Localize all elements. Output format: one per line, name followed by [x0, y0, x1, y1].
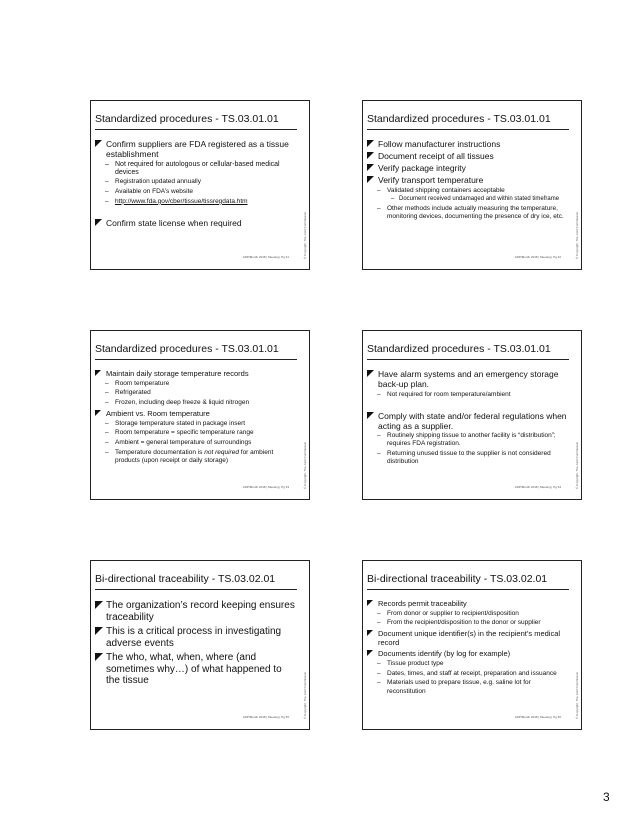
title-divider [95, 359, 297, 360]
copyright-text: © Copyright, The Joint Commission [575, 441, 579, 489]
slide-footer: ADP/Month 2018 | Meeting | Pg 36 [514, 715, 561, 719]
copyright-text: © Copyright, The Joint Commission [303, 441, 307, 489]
sub-bullet-item [367, 391, 567, 399]
triangle-bullet-icon [95, 653, 103, 661]
slide-body [95, 367, 295, 465]
triangle-bullet-icon [367, 152, 374, 159]
url-link[interactable]: http://www.fda.gov/cber/tissue/tissregdata.htm [115, 197, 248, 205]
dash-bullet-icon: – [105, 160, 109, 168]
title-divider [95, 129, 297, 130]
dash-bullet-icon: – [105, 178, 109, 186]
bullet-text: Follow manufacturer instructions [378, 139, 501, 149]
dash-bullet-icon: – [391, 195, 395, 202]
bullet-item [367, 163, 567, 173]
dash-bullet-icon: – [105, 188, 109, 196]
slide-title: Standardized procedures - TS.03.01.01 [95, 113, 279, 125]
sub-bullet-item [95, 389, 295, 397]
slide-5 [90, 560, 310, 730]
slide-footer: ADP/Month 2018 | Meeting | Pg 32 [514, 255, 561, 259]
sub-bullet-item [95, 429, 295, 437]
dash-bullet-icon: – [105, 419, 109, 427]
bullet-text: Dates, times, and staff at receipt, preparation and issuance [387, 669, 557, 677]
dash-bullet-icon: – [377, 390, 381, 398]
slide-body [367, 137, 567, 221]
bullet-text: Not required for autologous or cellular-based medical devices [115, 160, 280, 176]
triangle-bullet-icon [95, 410, 101, 416]
slide-title: Standardized procedures - TS.03.01.01 [95, 343, 279, 355]
dash-bullet-icon: – [105, 429, 109, 437]
bullet-text: Registration updated annually [115, 178, 202, 186]
bullet-text: Records permit traceability [378, 599, 467, 608]
bullet-text: Room temperature [115, 379, 170, 387]
slide-body [367, 597, 567, 696]
title-divider [95, 589, 297, 590]
sub-bullet-item [95, 178, 295, 186]
sub-bullet-item [95, 399, 295, 407]
dash-bullet-icon: – [377, 186, 381, 194]
triangle-bullet-icon [367, 140, 374, 147]
sub-bullet-item [95, 198, 295, 206]
bullet-text: Ambient = general temperature of surroundings [115, 439, 252, 447]
sub-bullet-item [367, 610, 567, 618]
bullet-text: From the recipient/disposition to the donor or supplier [387, 619, 541, 627]
dash-bullet-icon: – [377, 669, 381, 677]
triangle-bullet-icon [367, 650, 373, 656]
bullet-text: Ambient vs. Room temperature [106, 409, 210, 419]
slide-6 [362, 560, 582, 730]
dash-bullet-icon: – [105, 197, 109, 205]
bullet-text: Routinely shipping tissue to another facility is “distribution”; requires FDA registration. [387, 432, 556, 448]
bullet-text: Document receipt of all tissues [378, 151, 494, 161]
bullet-item [367, 599, 567, 608]
bullet-text: Not required for room temperature/ambient [387, 390, 511, 398]
copyright-notice [575, 429, 579, 489]
sub-sub-bullet-item [367, 196, 567, 204]
page-number: 3 [603, 790, 610, 804]
copyright-notice [303, 429, 307, 489]
triangle-bullet-icon [95, 627, 103, 635]
bullet-item [367, 175, 567, 185]
slide-1 [90, 100, 310, 270]
sub-bullet-item [367, 660, 567, 668]
sub-bullet-item [95, 439, 295, 447]
triangle-bullet-icon [367, 412, 374, 419]
dash-bullet-icon: – [105, 389, 109, 397]
slide-4 [362, 330, 582, 500]
slide-title: Bi-directional traceability - TS.03.02.01 [367, 573, 548, 585]
triangle-bullet-icon [95, 219, 102, 226]
bullet-item [95, 600, 295, 623]
bullet-text: Comply with state and/or federal regulations when acting as a supplier. [378, 410, 567, 431]
bullet-text: Other methods include actually measuring the temperature, monitoring devices, documenting the presence of dry ice, etc. [387, 204, 564, 220]
dash-bullet-icon: – [377, 204, 381, 212]
bullet-item [367, 139, 567, 149]
triangle-bullet-icon [367, 600, 373, 606]
bullet-text: This is a critical process in investigating adverse events [106, 626, 282, 649]
sub-bullet-item [367, 205, 567, 221]
bullet-text: Materials used to prepare tissue, e.g. saline lot for reconstitution [387, 679, 531, 695]
triangle-bullet-icon [367, 164, 374, 171]
bullet-item [367, 151, 567, 161]
bullet-item [95, 409, 295, 418]
sub-bullet-item [367, 450, 567, 466]
sub-bullet-item [95, 188, 295, 196]
bullet-text: Tissue product type [387, 659, 444, 667]
bullet-text: From donor or supplier to recipient/disposition [387, 609, 519, 617]
bullet-text: Frozen, including deep freeze & liquid nitrogen [115, 398, 250, 406]
sub-bullet-item [367, 619, 567, 627]
bullet-text: Available on FDA’s website [115, 188, 194, 196]
bullet-text: The who, what, when, where (and sometimes why…) of what happened to the tissue [106, 652, 282, 686]
triangle-bullet-icon [95, 140, 102, 147]
sub-bullet-item [367, 187, 567, 195]
bullet-item [367, 411, 567, 431]
copyright-text: © Copyright, The Joint Commission [575, 671, 579, 719]
copyright-text: © Copyright, The Joint Commission [303, 211, 307, 259]
bullet-text: Documents identify (by log for example) [378, 649, 511, 659]
bullet-text: Temperature documentation is not required for ambient products (upon receipt or daily storage) [115, 448, 274, 464]
slide-title: Standardized procedures - TS.03.01.01 [367, 113, 551, 125]
bullet-text: The organization’s record keeping ensures traceability [106, 600, 295, 623]
triangle-bullet-icon [367, 370, 374, 377]
dash-bullet-icon: – [377, 432, 381, 440]
sub-bullet-item [95, 420, 295, 428]
slide-footer: ADP/Month 2018 | Meeting | Pg 31 [242, 255, 289, 259]
sub-bullet-item [367, 679, 567, 695]
sub-bullet-item [367, 432, 567, 448]
dash-bullet-icon: – [105, 439, 109, 447]
sub-bullet-item [95, 161, 295, 177]
slide-2 [362, 100, 582, 270]
copyright-notice [303, 659, 307, 719]
bullet-text: Document unique identifier(s) in the recipient’s medical record [378, 629, 561, 648]
sub-bullet-item [95, 449, 295, 465]
bullet-item [95, 652, 295, 687]
dash-bullet-icon: – [377, 619, 381, 627]
copyright-notice [575, 199, 579, 259]
bullet-text: Verify package integrity [378, 163, 466, 173]
bullet-text: Returning unused tissue to the supplier is not considered distribution [387, 450, 551, 466]
dash-bullet-icon: – [377, 679, 381, 687]
bullet-item [95, 218, 295, 228]
title-divider [367, 589, 569, 590]
copyright-notice [303, 199, 307, 259]
triangle-bullet-icon [367, 630, 373, 636]
bullet-text: Room temperature = specific temperature range [115, 429, 254, 437]
dash-bullet-icon: – [105, 398, 109, 406]
bullet-item [367, 649, 567, 658]
dash-bullet-icon: – [377, 450, 381, 458]
bullet-text: Storage temperature stated in package insert [115, 419, 246, 427]
bullet-text: Refrigerated [115, 389, 151, 397]
bullet-text: Confirm suppliers are FDA registered as a tissue establishment [106, 139, 289, 159]
copyright-text: © Copyright, The Joint Commission [303, 671, 307, 719]
triangle-bullet-icon [367, 176, 374, 183]
bullet-text: Have alarm systems and an emergency storage back-up plan. [378, 369, 559, 389]
dash-bullet-icon: – [377, 659, 381, 667]
bullet-item [367, 369, 567, 389]
bullet-item [95, 369, 295, 378]
dash-bullet-icon: – [105, 448, 109, 456]
dash-bullet-icon: – [377, 609, 381, 617]
bullet-text: Verify transport temperature [378, 175, 484, 185]
slide-footer: ADP/Month 2018 | Meeting | Pg 35 [242, 715, 289, 719]
bullet-text: Maintain daily storage temperature records [106, 369, 249, 378]
triangle-bullet-icon [95, 370, 101, 376]
bullet-text: Confirm state license when required [106, 218, 242, 229]
dash-bullet-icon: – [105, 379, 109, 387]
bullet-text: Validated shipping containers acceptable [387, 186, 505, 194]
slide-body [95, 597, 295, 687]
sub-bullet-item [95, 380, 295, 388]
copyright-notice [575, 659, 579, 719]
triangle-bullet-icon [95, 601, 103, 609]
copyright-text: © Copyright, The Joint Commission [575, 211, 579, 259]
slide-body [95, 137, 295, 228]
slide-title: Standardized procedures - TS.03.01.01 [367, 343, 551, 355]
sub-bullet-item [367, 670, 567, 678]
slide-footer: ADP/Month 2018 | Meeting | Pg 34 [514, 485, 561, 489]
bullet-item [367, 629, 567, 647]
slide-title: Bi-directional traceability - TS.03.02.01 [95, 573, 276, 585]
bullet-item [95, 139, 295, 159]
title-divider [367, 359, 569, 360]
bullet-item [95, 626, 295, 649]
bullet-text: Document received undamaged and within stated timeframe [399, 195, 560, 202]
slide-3 [90, 330, 310, 500]
slide-footer: ADP/Month 2018 | Meeting | Pg 33 [242, 485, 289, 489]
slide-body [367, 367, 567, 467]
title-divider [367, 129, 569, 130]
